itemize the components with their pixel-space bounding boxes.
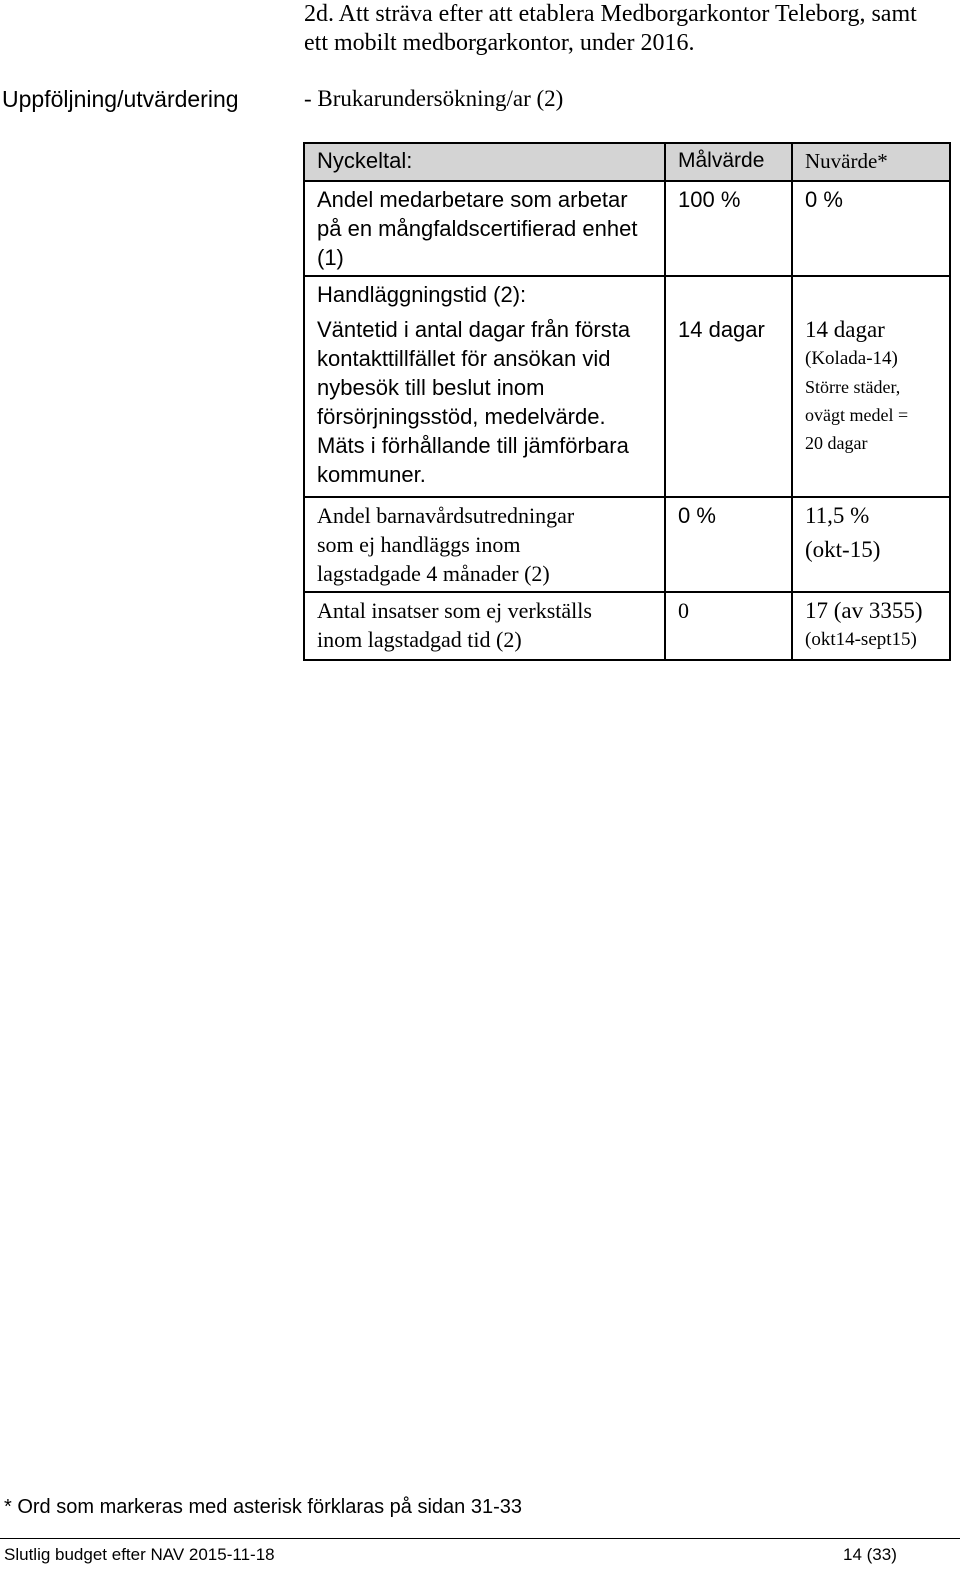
table-row (304, 181, 950, 276)
footnote: * Ord som markeras med asterisk förklaras på sidan 31-33 (4, 1496, 522, 1518)
kpi-table (303, 142, 951, 661)
target-cell: 0 (665, 592, 792, 660)
followup-label: Uppföljning/utvärdering (2, 86, 239, 112)
target-cell: 0 % (665, 497, 792, 592)
indicator-cell: Andel barnavårdsutredningar som ej handläggs inom lagstadgade 4 månader (2) (304, 497, 665, 592)
intro-line-1: 2d. Att sträva efter att etablera Medborgarkontor Teleborg, samt (304, 1, 917, 27)
current-cell: 17 (av 3355) (okt14-sept15) (792, 592, 950, 660)
current-cell: 0 % (792, 181, 950, 276)
current-cell: 14 dagar (Kolada-14) Större städer, ovägt medel = 20 dagar (792, 276, 950, 497)
table-row (304, 276, 950, 497)
intro-text (304, 0, 954, 58)
indicator-cell: Andel medarbetare som arbetar på en mångfaldscertifierad enhet (1) (304, 181, 665, 276)
target-cell: 100 % (665, 181, 792, 276)
footer-page-number: 14 (33) (843, 1545, 897, 1564)
intro-line-2: ett mobilt medborgarkontor, under 2016. (304, 30, 695, 56)
indicator-cell: Handläggningstid (2): Väntetid i antal dagar från första kontakttillfället för ansökan vid nybesök till beslut inom försörjningsstöd, medelvärde. Mäts i förhållande till jämförbara kommuner. (304, 276, 665, 497)
header-target: Målvärde (665, 143, 792, 181)
table-header-row (304, 143, 950, 181)
header-current: Nuvärde* (792, 143, 950, 181)
footer-divider (0, 1538, 960, 1539)
current-cell: 11,5 % (okt-15) (792, 497, 950, 592)
footer-document-title: Slutlig budget efter NAV 2015-11-18 (4, 1545, 275, 1564)
header-indicator: Nyckeltal: (304, 143, 665, 181)
indicator-cell: Antal insatser som ej verkställs inom lagstadgad tid (2) (304, 592, 665, 660)
table-row (304, 497, 950, 592)
target-cell: 14 dagar (665, 276, 792, 497)
followup-value: - Brukarundersökning/ar (2) (304, 86, 564, 111)
table-row (304, 592, 950, 660)
